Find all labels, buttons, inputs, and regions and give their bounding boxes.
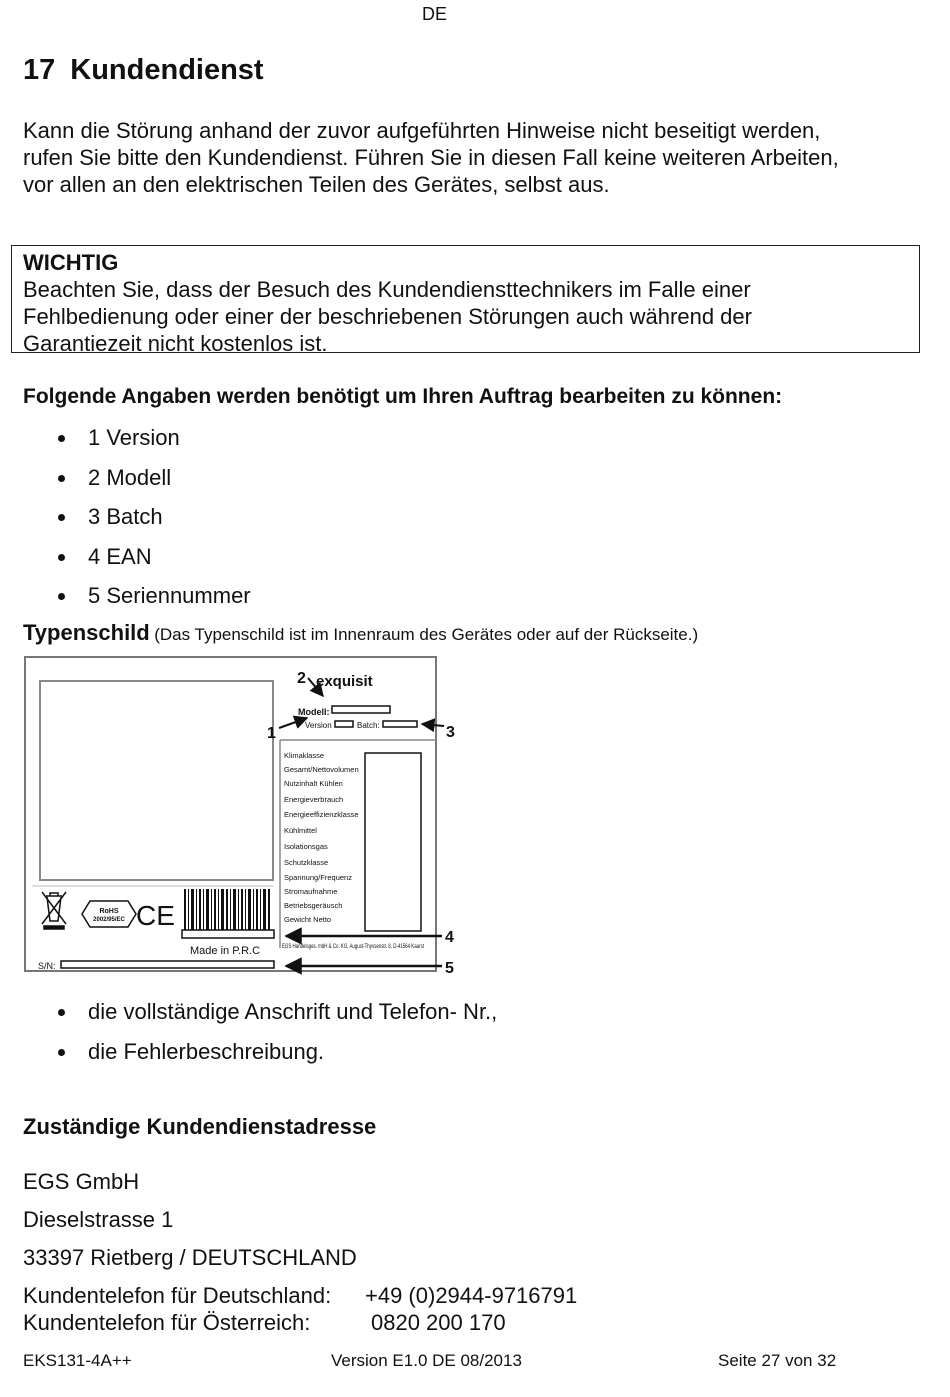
rohs-label: RoHS [99, 908, 119, 915]
notice-line: Fehlbedienung oder einer der beschriebenen Störungen auch während der [23, 304, 752, 329]
required-info-list [55, 424, 251, 622]
phone-at-label: Kundentelefon für Österreich: [23, 1310, 311, 1335]
marker-2: 2 [297, 670, 306, 687]
intro-line: Kann die Störung anhand der zuvor aufgeführten Hinweise nicht beseitigt werden, [23, 118, 821, 143]
section-title: Kundendienst [70, 54, 264, 86]
marker-4: 4 [445, 929, 454, 946]
intro-line: vor allen an den elektrischen Teilen des Gerätes, selbst aus. [23, 172, 610, 197]
batch-field [383, 721, 417, 727]
version-field [335, 721, 353, 727]
language-code: DE [422, 4, 448, 24]
typenschild-note: (Das Typenschild ist im Innenraum des Gerätes oder auf der Rückseite.) [154, 625, 699, 644]
marker-5: 5 [445, 960, 454, 976]
service-city: 33397 Rietberg / DEUTSCHLAND [23, 1245, 357, 1270]
plate-field: Gewicht Netto [284, 915, 332, 924]
plate-field: Klimaklasse [284, 751, 325, 760]
brand-logo: exquisit [316, 673, 373, 690]
plate-value-box [365, 753, 421, 931]
section-number: 17 [23, 54, 56, 86]
modell-label: Modell: [298, 707, 330, 717]
phone-de-number: +49 (0)2944-9716791 [365, 1283, 578, 1308]
plate-field: Isolationsgas [284, 842, 328, 851]
intro-paragraph [23, 117, 923, 198]
service-company: EGS GmbH [23, 1169, 140, 1194]
section-heading [23, 54, 264, 87]
notice-line: Beachten Sie, dass der Besuch des Kundendiensttechnikers im Falle einer [23, 277, 751, 302]
phone-at-number: 0820 200 170 [371, 1310, 506, 1335]
plate-field: Nutzinhalt Kühlen [284, 779, 343, 788]
list-item: 4 EAN [55, 543, 251, 583]
plate-blank-area [40, 681, 273, 880]
typenschild-caption [23, 620, 698, 646]
intro-line: rufen Sie bitte den Kundendienst. Führen Sie in diesen Fall keine weiteren Arbeiten, [23, 145, 839, 170]
serial-number-label: S/N: [38, 961, 56, 971]
list-item: die vollständige Anschrift und Telefon- Nr., [55, 998, 497, 1038]
important-notice-box [11, 245, 920, 356]
footer-model: EKS131-4A++ [23, 1351, 132, 1370]
rohs-badge-icon [82, 901, 136, 927]
made-in-label: Made in P.R.C [190, 945, 261, 957]
rohs-directive: 2002/95/EC [93, 917, 125, 923]
list-item: 3 Batch [55, 503, 251, 543]
batch-label: Batch: [357, 721, 380, 730]
plate-field: Energieeffizienzklasse [284, 810, 359, 819]
plate-field: Gesamt/Nettovolumen [284, 765, 359, 774]
list-item: 2 Modell [55, 464, 251, 504]
marker-1: 1 [267, 725, 276, 742]
plate-company-line: EGS Handelsges. mbH & Co. KG, August-Thyssenstr. 8, D-41564 Kaarst [282, 944, 425, 950]
barcode-icon [184, 889, 270, 934]
version-label: Version [305, 721, 332, 730]
service-street: Dieselstrasse 1 [23, 1207, 174, 1232]
notice-title: WICHTIG [23, 250, 119, 275]
phone-de-label: Kundentelefon für Deutschland: [23, 1283, 332, 1308]
modell-field [332, 706, 390, 713]
plate-field: Betriebsgeräusch [284, 901, 343, 910]
marker-3: 3 [446, 724, 455, 741]
list-item: die Fehlerbeschreibung. [55, 1038, 497, 1078]
plate-field: Stromaufnahme [284, 887, 338, 896]
plate-field: Schutzklasse [284, 858, 329, 867]
required-info-heading: Folgende Angaben werden benötigt um Ihren Auftrag bearbeiten zu können: [23, 385, 783, 408]
service-address-heading: Zuständige Kundendienstadresse [23, 1114, 377, 1139]
ean-field [182, 930, 274, 938]
footer-page-number: Seite 27 von 32 [718, 1351, 837, 1370]
typenschild-label: Typenschild [23, 620, 150, 645]
plate-field: Energieverbrauch [284, 795, 344, 804]
footer-version: Version E1.0 DE 08/2013 [331, 1351, 522, 1370]
plate-field: Kühlmittel [284, 826, 317, 835]
rating-plate-figure [24, 656, 464, 976]
plate-field: Spannung/Frequenz [284, 873, 352, 882]
list-item: 1 Version [55, 424, 251, 464]
list-item: 5 Seriennummer [55, 582, 251, 622]
ce-mark-icon: CE [136, 900, 175, 931]
serial-number-field [61, 961, 274, 968]
notice-line: Garantiezeit nicht kostenlos ist. [23, 331, 328, 356]
extra-info-list [55, 998, 497, 1077]
